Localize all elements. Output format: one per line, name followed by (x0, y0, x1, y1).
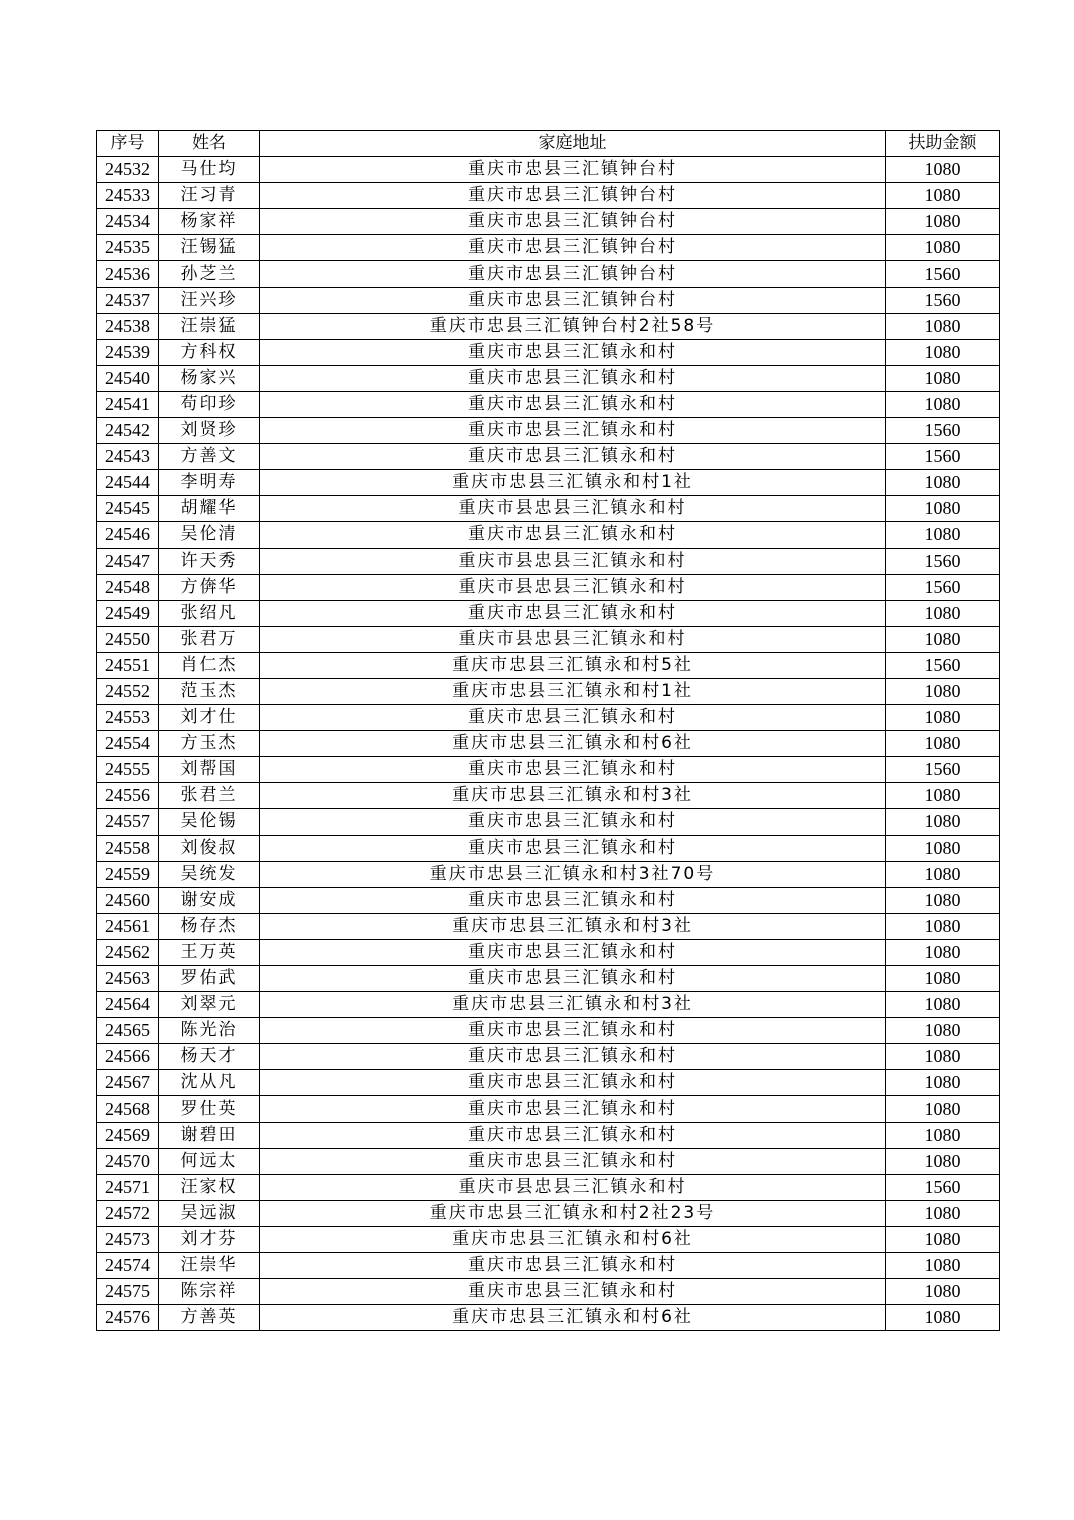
address-cell: 重庆市忠县三汇镇永和村 (260, 887, 886, 913)
name-cell: 刘才芬 (159, 1226, 260, 1252)
table-row (97, 339, 1000, 365)
seq-cell: 24544 (97, 470, 159, 496)
table-row (97, 652, 1000, 678)
seq-cell: 24563 (97, 966, 159, 992)
table-row (97, 1200, 1000, 1226)
table-row (97, 913, 1000, 939)
amount-cell: 1080 (886, 313, 1000, 339)
table-row (97, 1253, 1000, 1279)
seq-cell: 24573 (97, 1226, 159, 1252)
table-row (97, 261, 1000, 287)
amount-cell: 1080 (886, 1070, 1000, 1096)
name-cell: 杨家兴 (159, 365, 260, 391)
address-cell: 重庆市忠县三汇镇永和村 (260, 1279, 886, 1305)
address-cell: 重庆市忠县三汇镇钟台村 (260, 287, 886, 313)
name-cell: 吴伦清 (159, 522, 260, 548)
name-cell: 陈宗祥 (159, 1279, 260, 1305)
seq-cell: 24543 (97, 444, 159, 470)
table-row (97, 731, 1000, 757)
amount-cell: 1080 (886, 913, 1000, 939)
amount-cell: 1560 (886, 418, 1000, 444)
address-cell: 重庆市忠县三汇镇永和村 (260, 939, 886, 965)
address-cell: 重庆市县忠县三汇镇永和村 (260, 626, 886, 652)
seq-cell: 24541 (97, 391, 159, 417)
address-cell: 重庆市忠县三汇镇永和村1社 (260, 678, 886, 704)
seq-cell: 24571 (97, 1174, 159, 1200)
name-cell: 汪家权 (159, 1174, 260, 1200)
table-row (97, 626, 1000, 652)
amount-cell: 1080 (886, 1096, 1000, 1122)
name-cell: 刘翠元 (159, 992, 260, 1018)
address-cell: 重庆市忠县三汇镇永和村5社 (260, 652, 886, 678)
address-cell: 重庆市忠县三汇镇永和村 (260, 418, 886, 444)
name-cell: 罗仕英 (159, 1096, 260, 1122)
name-cell: 杨存杰 (159, 913, 260, 939)
address-cell: 重庆市忠县三汇镇永和村6社 (260, 1305, 886, 1331)
table-row (97, 418, 1000, 444)
amount-cell: 1080 (886, 1044, 1000, 1070)
address-cell: 重庆市忠县三汇镇永和村3社 (260, 913, 886, 939)
seq-cell: 24548 (97, 574, 159, 600)
name-cell: 汪习青 (159, 183, 260, 209)
table-row (97, 835, 1000, 861)
seq-cell: 24538 (97, 313, 159, 339)
amount-cell: 1080 (886, 1122, 1000, 1148)
address-cell: 重庆市忠县三汇镇永和村 (260, 444, 886, 470)
name-cell: 汪崇猛 (159, 313, 260, 339)
amount-cell: 1080 (886, 809, 1000, 835)
name-cell: 陈光治 (159, 1018, 260, 1044)
name-cell: 刘才仕 (159, 705, 260, 731)
address-cell: 重庆市忠县三汇镇钟台村 (260, 157, 886, 183)
seq-cell: 24561 (97, 913, 159, 939)
address-cell: 重庆市忠县三汇镇永和村 (260, 339, 886, 365)
amount-cell: 1560 (886, 757, 1000, 783)
name-cell: 方善文 (159, 444, 260, 470)
table-row (97, 1096, 1000, 1122)
table-row (97, 470, 1000, 496)
seq-cell: 24551 (97, 652, 159, 678)
address-cell: 重庆市县忠县三汇镇永和村 (260, 574, 886, 600)
name-cell: 方科权 (159, 339, 260, 365)
seq-cell: 24559 (97, 861, 159, 887)
address-cell: 重庆市县忠县三汇镇永和村 (260, 496, 886, 522)
address-cell: 重庆市忠县三汇镇永和村 (260, 1148, 886, 1174)
seq-cell: 24566 (97, 1044, 159, 1070)
amount-cell: 1080 (886, 835, 1000, 861)
seq-cell: 24537 (97, 287, 159, 313)
seq-cell: 24565 (97, 1018, 159, 1044)
amount-cell: 1080 (886, 939, 1000, 965)
address-cell: 重庆市忠县三汇镇永和村 (260, 966, 886, 992)
name-cell: 杨家祥 (159, 209, 260, 235)
table-row (97, 391, 1000, 417)
table-row (97, 313, 1000, 339)
seq-cell: 24552 (97, 678, 159, 704)
address-cell: 重庆市忠县三汇镇钟台村2社58号 (260, 313, 886, 339)
amount-cell: 1080 (886, 600, 1000, 626)
amount-cell: 1080 (886, 992, 1000, 1018)
address-cell: 重庆市忠县三汇镇永和村 (260, 1253, 886, 1279)
name-cell: 方玉杰 (159, 731, 260, 757)
seq-cell: 24575 (97, 1279, 159, 1305)
name-cell: 许天秀 (159, 548, 260, 574)
table-row (97, 1279, 1000, 1305)
seq-cell: 24556 (97, 783, 159, 809)
name-cell: 汪锡猛 (159, 235, 260, 261)
amount-cell: 1080 (886, 470, 1000, 496)
address-cell: 重庆市县忠县三汇镇永和村 (260, 548, 886, 574)
address-cell: 重庆市忠县三汇镇永和村 (260, 705, 886, 731)
name-cell: 刘贤珍 (159, 418, 260, 444)
table-header-row (97, 131, 1000, 157)
address-cell: 重庆市忠县三汇镇永和村1社 (260, 470, 886, 496)
name-cell: 肖仁杰 (159, 652, 260, 678)
table-row (97, 992, 1000, 1018)
seq-cell: 24546 (97, 522, 159, 548)
amount-cell: 1080 (886, 1148, 1000, 1174)
amount-cell: 1080 (886, 1018, 1000, 1044)
name-cell: 范玉杰 (159, 678, 260, 704)
table-row (97, 209, 1000, 235)
amount-cell: 1080 (886, 339, 1000, 365)
seq-cell: 24576 (97, 1305, 159, 1331)
seq-cell: 24534 (97, 209, 159, 235)
amount-cell: 1080 (886, 496, 1000, 522)
seq-cell: 24550 (97, 626, 159, 652)
amount-cell: 1560 (886, 574, 1000, 600)
seq-cell: 24557 (97, 809, 159, 835)
address-cell: 重庆市忠县三汇镇永和村6社 (260, 731, 886, 757)
address-cell: 重庆市忠县三汇镇永和村6社 (260, 1226, 886, 1252)
amount-cell: 1560 (886, 652, 1000, 678)
table-row (97, 1148, 1000, 1174)
address-cell: 重庆市县忠县三汇镇永和村 (260, 1174, 886, 1200)
amount-cell: 1560 (886, 444, 1000, 470)
address-cell: 重庆市忠县三汇镇永和村 (260, 600, 886, 626)
name-cell: 罗佑武 (159, 966, 260, 992)
name-cell: 谢安成 (159, 887, 260, 913)
seq-cell: 24569 (97, 1122, 159, 1148)
table-row (97, 678, 1000, 704)
table-row (97, 705, 1000, 731)
seq-cell: 24570 (97, 1148, 159, 1174)
seq-cell: 24564 (97, 992, 159, 1018)
amount-cell: 1080 (886, 731, 1000, 757)
name-cell: 沈从凡 (159, 1070, 260, 1096)
address-cell: 重庆市忠县三汇镇永和村 (260, 1096, 886, 1122)
seq-cell: 24549 (97, 600, 159, 626)
table-row (97, 574, 1000, 600)
seq-cell: 24560 (97, 887, 159, 913)
table-row (97, 939, 1000, 965)
table-row (97, 1044, 1000, 1070)
header-amount: 扶助金额 (886, 131, 1000, 157)
seq-cell: 24567 (97, 1070, 159, 1096)
seq-cell: 24574 (97, 1253, 159, 1279)
table-row (97, 783, 1000, 809)
amount-cell: 1080 (886, 235, 1000, 261)
amount-cell: 1560 (886, 261, 1000, 287)
name-cell: 谢碧田 (159, 1122, 260, 1148)
table-row (97, 365, 1000, 391)
name-cell: 杨天才 (159, 1044, 260, 1070)
name-cell: 张君万 (159, 626, 260, 652)
seq-cell: 24553 (97, 705, 159, 731)
seq-cell: 24536 (97, 261, 159, 287)
address-cell: 重庆市忠县三汇镇钟台村 (260, 261, 886, 287)
table-row (97, 496, 1000, 522)
header-seq: 序号 (97, 131, 159, 157)
name-cell: 吴伦锡 (159, 809, 260, 835)
name-cell: 李明寿 (159, 470, 260, 496)
seq-cell: 24545 (97, 496, 159, 522)
address-cell: 重庆市忠县三汇镇永和村2社23号 (260, 1200, 886, 1226)
amount-cell: 1080 (886, 522, 1000, 548)
name-cell: 胡耀华 (159, 496, 260, 522)
address-cell: 重庆市忠县三汇镇永和村3社 (260, 783, 886, 809)
table-row (97, 548, 1000, 574)
seq-cell: 24547 (97, 548, 159, 574)
table-row (97, 235, 1000, 261)
address-cell: 重庆市忠县三汇镇永和村 (260, 1018, 886, 1044)
name-cell: 张君兰 (159, 783, 260, 809)
address-cell: 重庆市忠县三汇镇永和村 (260, 365, 886, 391)
seq-cell: 24568 (97, 1096, 159, 1122)
amount-cell: 1080 (886, 1226, 1000, 1252)
name-cell: 方倴华 (159, 574, 260, 600)
seq-cell: 24572 (97, 1200, 159, 1226)
address-cell: 重庆市忠县三汇镇永和村 (260, 1122, 886, 1148)
amount-cell: 1080 (886, 391, 1000, 417)
name-cell: 刘帮国 (159, 757, 260, 783)
amount-cell: 1080 (886, 887, 1000, 913)
amount-cell: 1080 (886, 365, 1000, 391)
name-cell: 王万英 (159, 939, 260, 965)
amount-cell: 1560 (886, 1174, 1000, 1200)
address-cell: 重庆市忠县三汇镇永和村3社 (260, 992, 886, 1018)
amount-cell: 1080 (886, 783, 1000, 809)
table-row (97, 600, 1000, 626)
table-row (97, 1018, 1000, 1044)
seq-cell: 24542 (97, 418, 159, 444)
amount-cell: 1080 (886, 966, 1000, 992)
seq-cell: 24540 (97, 365, 159, 391)
amount-cell: 1080 (886, 157, 1000, 183)
table-row (97, 1174, 1000, 1200)
address-cell: 重庆市忠县三汇镇永和村 (260, 1070, 886, 1096)
table-row (97, 157, 1000, 183)
amount-cell: 1080 (886, 1200, 1000, 1226)
seq-cell: 24539 (97, 339, 159, 365)
table-row (97, 522, 1000, 548)
table-row (97, 809, 1000, 835)
seq-cell: 24533 (97, 183, 159, 209)
name-cell: 汪崇华 (159, 1253, 260, 1279)
header-address: 家庭地址 (260, 131, 886, 157)
amount-cell: 1080 (886, 1279, 1000, 1305)
name-cell: 刘俊叔 (159, 835, 260, 861)
table-body (97, 157, 1000, 1331)
seq-cell: 24558 (97, 835, 159, 861)
amount-cell: 1080 (886, 861, 1000, 887)
amount-cell: 1560 (886, 287, 1000, 313)
name-cell: 苟印珍 (159, 391, 260, 417)
name-cell: 吴统发 (159, 861, 260, 887)
name-cell: 吴远淑 (159, 1200, 260, 1226)
table-row (97, 444, 1000, 470)
table-row (97, 1070, 1000, 1096)
header-name: 姓名 (159, 131, 260, 157)
amount-cell: 1080 (886, 1305, 1000, 1331)
seq-cell: 24532 (97, 157, 159, 183)
address-cell: 重庆市忠县三汇镇永和村 (260, 809, 886, 835)
seq-cell: 24554 (97, 731, 159, 757)
address-cell: 重庆市忠县三汇镇钟台村 (260, 235, 886, 261)
name-cell: 何远太 (159, 1148, 260, 1174)
table-row (97, 1122, 1000, 1148)
name-cell: 孙芝兰 (159, 261, 260, 287)
table-row (97, 183, 1000, 209)
address-cell: 重庆市忠县三汇镇永和村 (260, 522, 886, 548)
address-cell: 重庆市忠县三汇镇永和村 (260, 835, 886, 861)
seq-cell: 24535 (97, 235, 159, 261)
table-row (97, 1226, 1000, 1252)
table-row (97, 1305, 1000, 1331)
seq-cell: 24562 (97, 939, 159, 965)
name-cell: 张绍凡 (159, 600, 260, 626)
address-cell: 重庆市忠县三汇镇钟台村 (260, 183, 886, 209)
name-cell: 方善英 (159, 1305, 260, 1331)
amount-cell: 1080 (886, 626, 1000, 652)
table-row (97, 966, 1000, 992)
amount-cell: 1560 (886, 548, 1000, 574)
table-row (97, 757, 1000, 783)
relief-table (96, 130, 1000, 1331)
name-cell: 马仕均 (159, 157, 260, 183)
amount-cell: 1080 (886, 705, 1000, 731)
name-cell: 汪兴珍 (159, 287, 260, 313)
amount-cell: 1080 (886, 209, 1000, 235)
address-cell: 重庆市忠县三汇镇永和村 (260, 391, 886, 417)
address-cell: 重庆市忠县三汇镇钟台村 (260, 209, 886, 235)
seq-cell: 24555 (97, 757, 159, 783)
table-row (97, 287, 1000, 313)
amount-cell: 1080 (886, 678, 1000, 704)
amount-cell: 1080 (886, 1253, 1000, 1279)
table-row (97, 887, 1000, 913)
address-cell: 重庆市忠县三汇镇永和村 (260, 1044, 886, 1070)
address-cell: 重庆市忠县三汇镇永和村3社70号 (260, 861, 886, 887)
amount-cell: 1080 (886, 183, 1000, 209)
address-cell: 重庆市忠县三汇镇永和村 (260, 757, 886, 783)
table-row (97, 861, 1000, 887)
